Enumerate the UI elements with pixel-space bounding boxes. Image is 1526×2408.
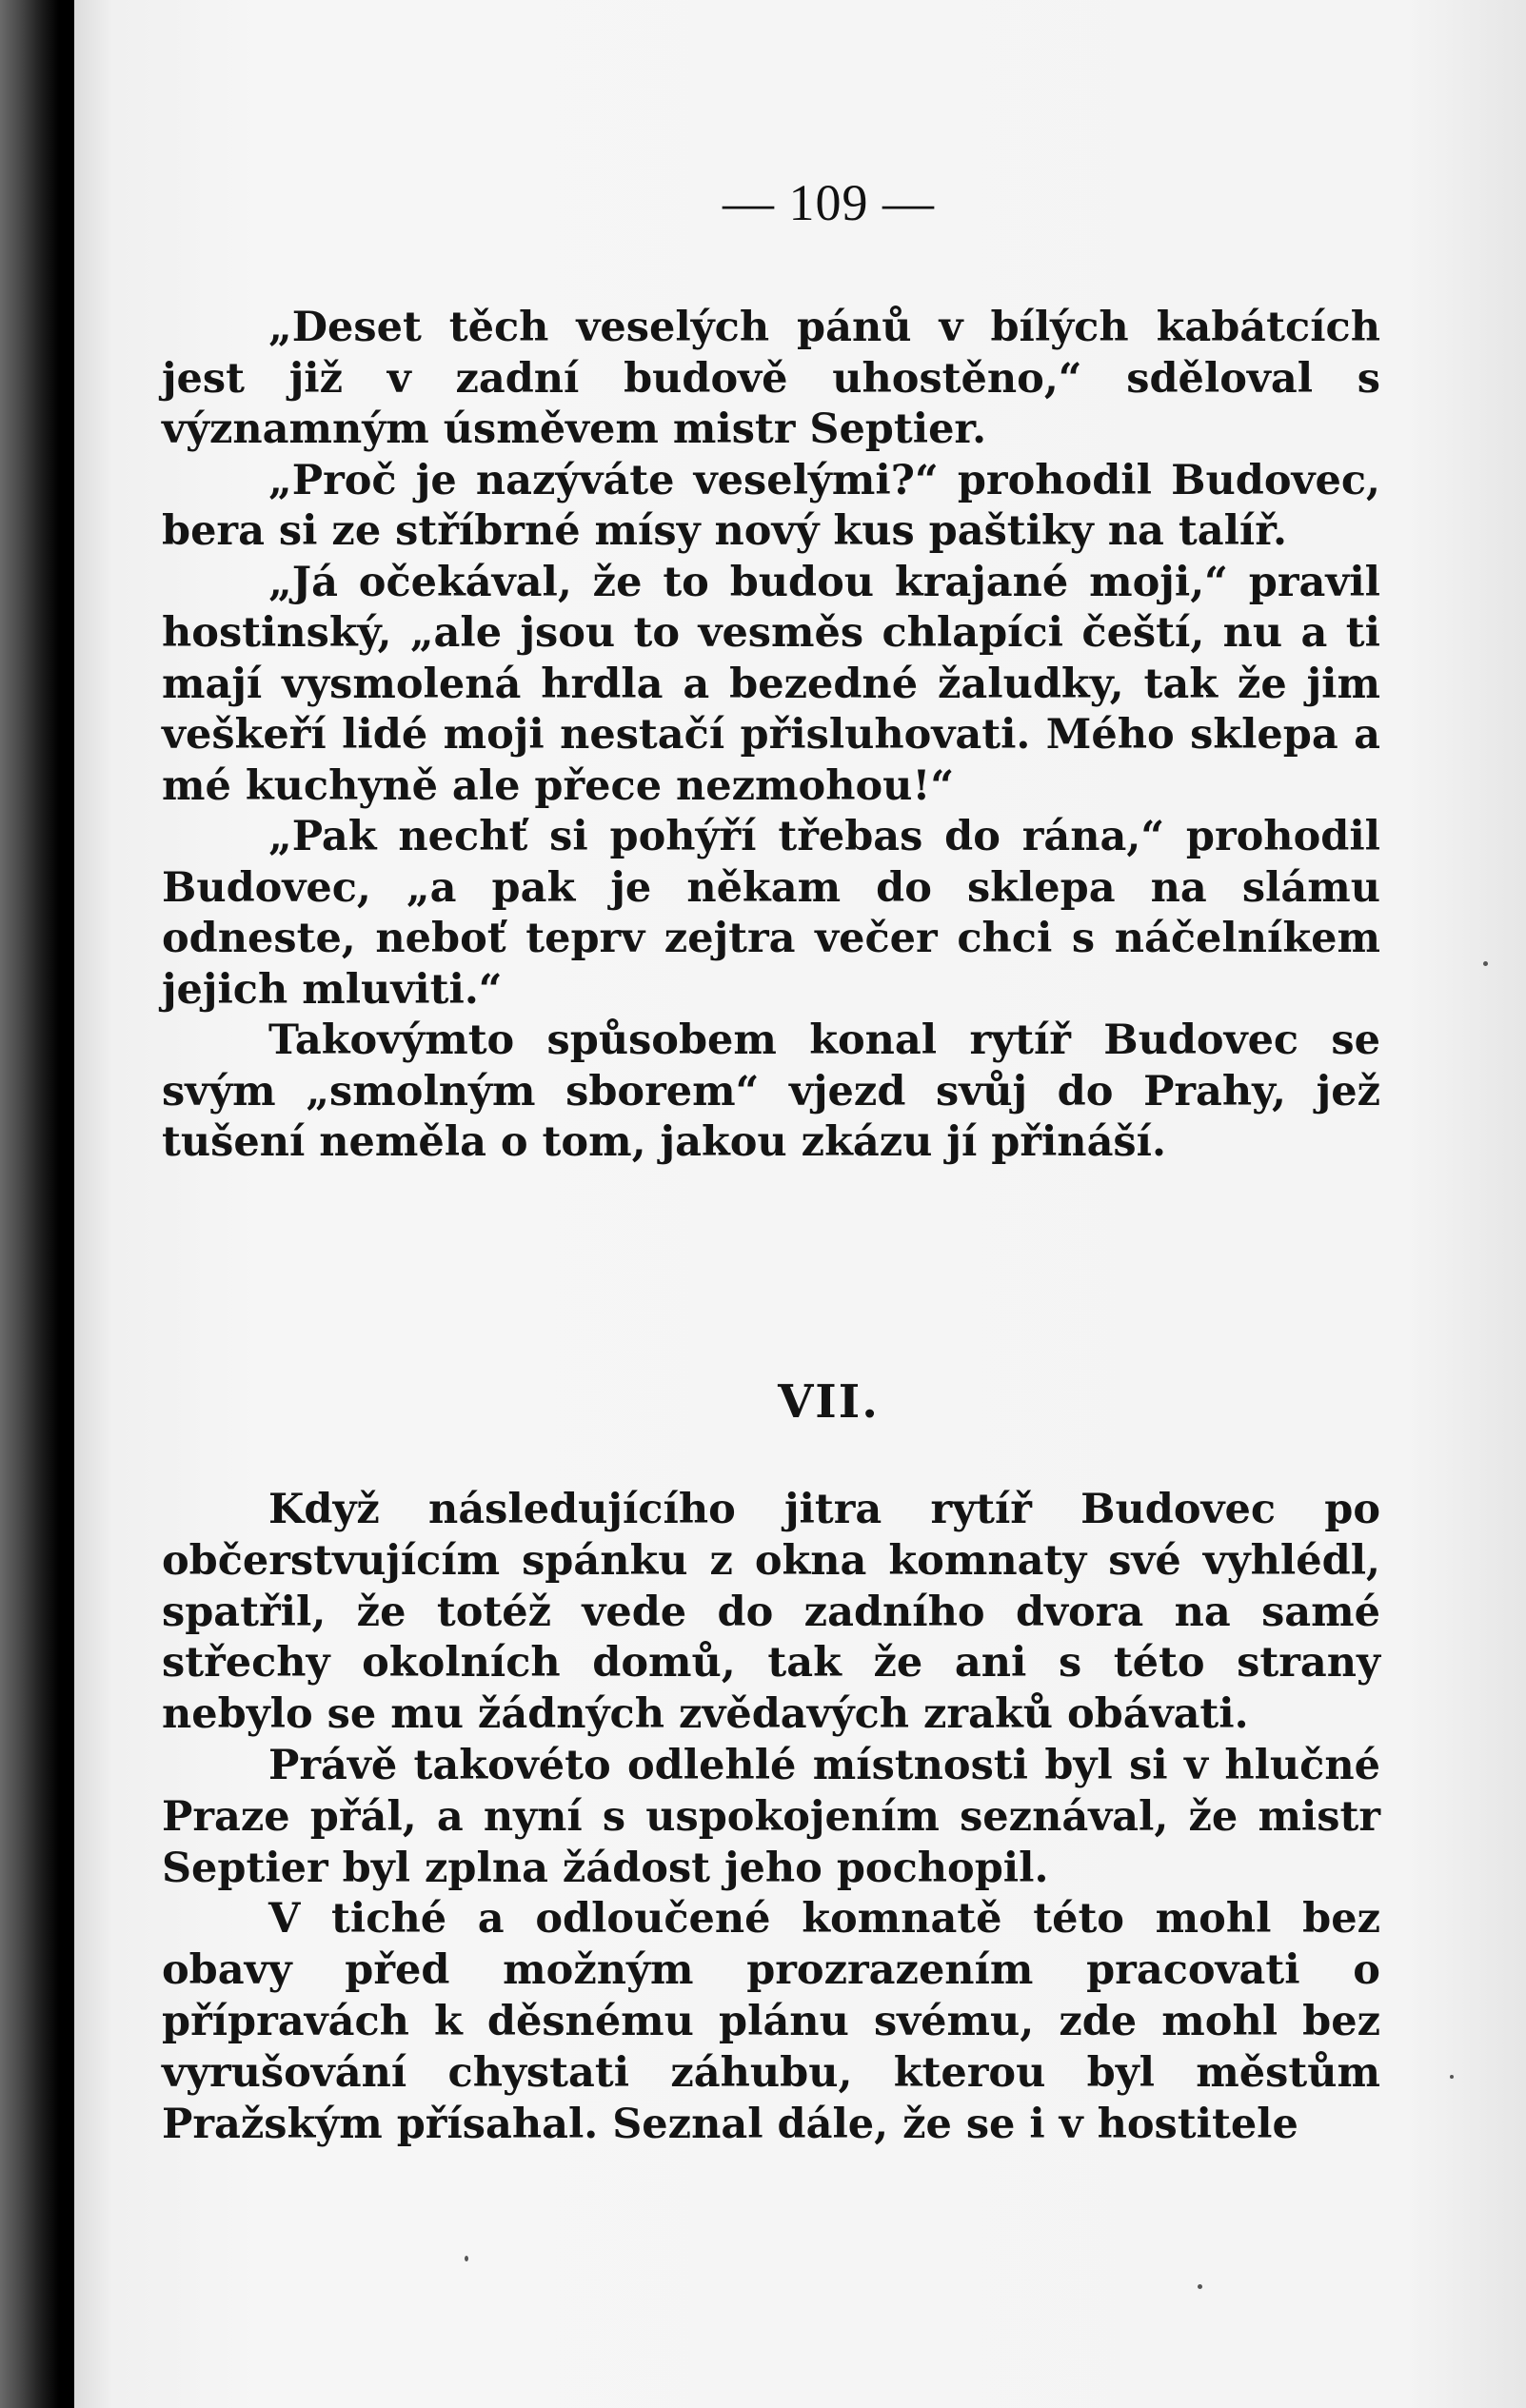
paper-speck bbox=[1450, 2075, 1454, 2079]
paragraph: „Deset těch veselých pánů v bílých kabátcích jest již v zadní budově uhostěno,“ sděloval s významným úsměvem mistr Septier. bbox=[162, 304, 1380, 453]
paragraph: „Já očekával, že to budou krajané moji,“ pravil hostinský, „ale jsou to vesměs chlapíci čeští, nu a ti mají vysmolená hrdla a bezedné žaludky, tak že jim veškeří lidé moji nestačí přisluhovati. Mého sklepa a mé kuchyně ale přece nezmohou!“ bbox=[162, 558, 1380, 810]
chapter-heading: VII. bbox=[778, 1375, 880, 1429]
section-1-text bbox=[162, 303, 1380, 1169]
paragraph: V tiché a odloučené komnatě této mohl bez obavy před možným prozrazením pracovati o přípravách k děsnému plánu svému, zde mohl bez vyrušování chystati záhubu, kterou byl městům Pražským přísahal. Seznal dále, že se i v hostitele bbox=[162, 1895, 1380, 2148]
paper-speck bbox=[1198, 2284, 1202, 2289]
paragraph: Právě takovéto odlehlé místnosti byl si v hlučné Praze přál, a nyní s uspokojením seznával, že mistr Septier byl zplna žádost jeho pochopil. bbox=[162, 1741, 1380, 1892]
paragraph: Takovýmto spůsobem konal rytíř Budovec se svým „smolným sborem“ vjezd svůj do Prahy, jež tušení neměla o tom, jakou zkázu jí přináší. bbox=[162, 1016, 1380, 1166]
paragraph: „Pak nechť si pohýří třebas do rána,“ prohodil Budovec, „a pak je někam do sklepa na slámu odneste, neboť teprv zejtra večer chci s náčelníkem jejich mluviti.“ bbox=[162, 813, 1380, 1014]
previous-page-edge bbox=[0, 0, 59, 2408]
section-2-text bbox=[162, 1485, 1380, 2150]
paper-speck bbox=[465, 2256, 468, 2261]
paragraph: Když následujícího jitra rytíř Budovec po občerstvujícím spánku z okna komnaty své vyhlédl, spatřil, že totéž vede do zadního dvora na samé střechy okolních domů, tak že ani s této strany nebylo se mu žádných zvědavých zraků obávati. bbox=[162, 1486, 1380, 1739]
paper-speck bbox=[1483, 961, 1488, 966]
page-number: — 109 — bbox=[723, 174, 935, 231]
book-gutter bbox=[59, 0, 74, 2408]
page-sheet bbox=[74, 0, 1526, 2408]
paragraph: „Proč je nazýváte veselými?“ prohodil Budovec, bera si ze stříbrné mísy nový kus paštiky na talíř. bbox=[162, 456, 1380, 555]
